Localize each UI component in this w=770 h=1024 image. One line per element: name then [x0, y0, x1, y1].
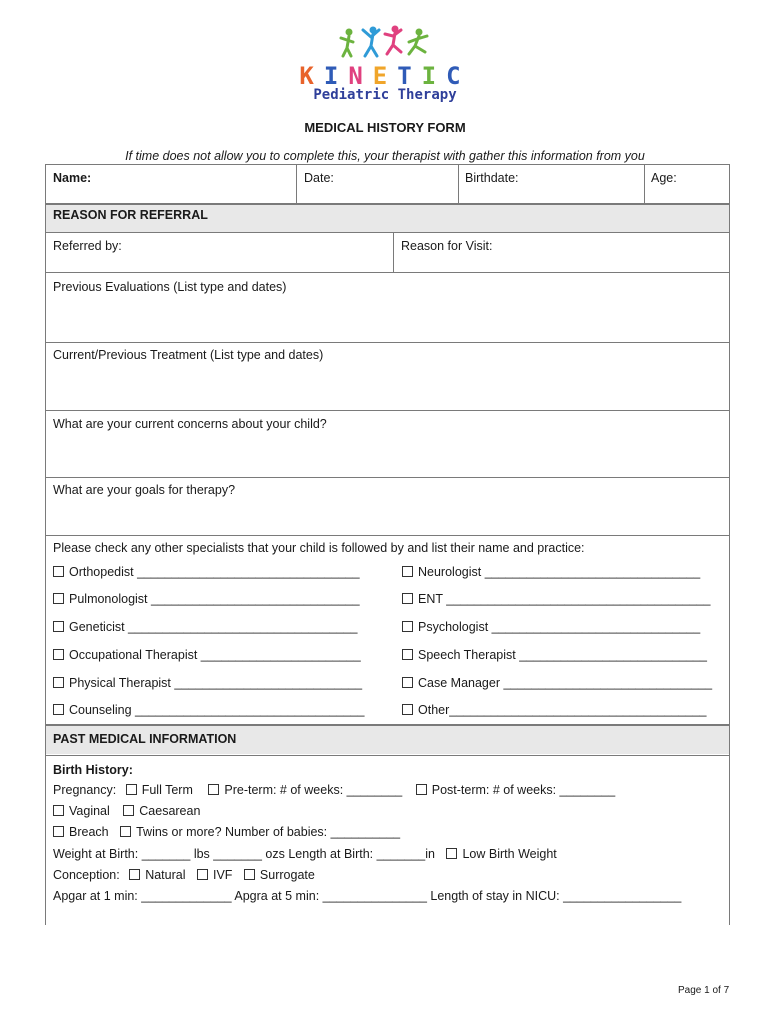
- apgar-row[interactable]: Apgar at 1 min: _____________ Apgra at 5 min: _______________ Length of stay in NICU: _________________: [53, 889, 682, 903]
- surrogate-option[interactable]: Surrogate: [244, 868, 315, 882]
- page-title: MEDICAL HISTORY FORM: [304, 120, 466, 135]
- logo-letter: T: [397, 62, 422, 90]
- divider: [45, 410, 730, 411]
- specialists-prompt: Please check any other specialists that your child is followed by and list their name and practice:: [53, 541, 585, 555]
- age-label[interactable]: Age:: [651, 171, 677, 185]
- conception-label: Conception:: [53, 868, 120, 882]
- past-heading: PAST MEDICAL INFORMATION: [53, 732, 237, 746]
- twins-option[interactable]: Twins or more? Number of babies: __________: [120, 825, 400, 839]
- logo-letter: E: [372, 62, 398, 90]
- natural-option[interactable]: Natural: [129, 868, 185, 882]
- breach-row: [53, 825, 400, 839]
- checkbox[interactable]: [402, 593, 413, 604]
- birthdate-label[interactable]: Birthdate:: [465, 171, 519, 185]
- checkbox[interactable]: [53, 621, 64, 632]
- checkbox[interactable]: [244, 869, 255, 880]
- specialist-item[interactable]: Geneticist _________________________________: [53, 620, 357, 634]
- name-label[interactable]: Name:: [53, 171, 92, 185]
- checkbox[interactable]: [53, 593, 64, 604]
- checkbox[interactable]: [402, 704, 413, 715]
- treatment-label[interactable]: Current/Previous Treatment (List type and dates): [53, 348, 324, 362]
- divider: [45, 755, 730, 756]
- specialist-item[interactable]: Speech Therapist ___________________________: [402, 648, 707, 662]
- checkbox[interactable]: [53, 805, 64, 816]
- checkbox[interactable]: [446, 848, 457, 859]
- logo-letter: C: [446, 62, 471, 90]
- divider: [45, 725, 730, 726]
- logo-letter: I: [323, 62, 349, 90]
- specialist-item[interactable]: ENT ______________________________________: [402, 592, 710, 606]
- divider: [296, 164, 297, 204]
- header-row: [45, 164, 730, 204]
- divider: [729, 725, 730, 925]
- logo-letter: I: [421, 62, 447, 90]
- specialist-item[interactable]: Other_____________________________________: [402, 703, 706, 717]
- logo-word: [0, 62, 770, 90]
- logo-subtitle: Pediatric Therapy: [313, 87, 457, 103]
- specialist-item[interactable]: Orthopedist ________________________________: [53, 565, 360, 579]
- checkbox[interactable]: [402, 566, 413, 577]
- logo-letter: N: [348, 62, 373, 90]
- ivf-option[interactable]: IVF: [197, 868, 232, 882]
- weight-fields[interactable]: Weight at Birth: _______ lbs _______ ozs Length at Birth: _______in: [53, 847, 435, 861]
- divider: [45, 535, 730, 536]
- checkbox[interactable]: [53, 566, 64, 577]
- checkbox[interactable]: [53, 704, 64, 715]
- kids-figures-icon: [335, 24, 435, 62]
- divider: [45, 232, 730, 233]
- divider: [45, 477, 730, 478]
- low-birth-weight-option[interactable]: Low Birth Weight: [446, 847, 556, 861]
- divider: [393, 232, 394, 272]
- specialist-item[interactable]: Pulmonologist ______________________________: [53, 592, 360, 606]
- checkbox[interactable]: [123, 805, 134, 816]
- post-term-option[interactable]: Post-term: # of weeks: ________: [416, 783, 615, 797]
- checkbox[interactable]: [53, 677, 64, 688]
- caesarean-option[interactable]: Caesarean: [123, 804, 200, 818]
- prev-eval-label[interactable]: Previous Evaluations (List type and dates): [53, 280, 287, 294]
- weight-row: [53, 847, 557, 861]
- checkbox[interactable]: [53, 826, 64, 837]
- breach-option[interactable]: Breach: [53, 825, 109, 839]
- date-label[interactable]: Date:: [304, 171, 334, 185]
- checkbox[interactable]: [402, 621, 413, 632]
- form-subtitle: If time does not allow you to complete this, your therapist with gather this information from you: [125, 149, 645, 163]
- checkbox[interactable]: [416, 784, 427, 795]
- divider: [45, 725, 46, 925]
- specialist-item[interactable]: Occupational Therapist _______________________: [53, 648, 361, 662]
- logo-letter: K: [299, 62, 324, 90]
- delivery-row: [53, 804, 200, 818]
- specialist-item[interactable]: Psychologist ______________________________: [402, 620, 700, 634]
- checkbox[interactable]: [197, 869, 208, 880]
- conception-row: [53, 868, 315, 882]
- divider: [458, 164, 459, 204]
- checkbox[interactable]: [120, 826, 131, 837]
- pre-term-option[interactable]: Pre-term: # of weeks: ________: [208, 783, 402, 797]
- checkbox[interactable]: [208, 784, 219, 795]
- checkbox[interactable]: [53, 649, 64, 660]
- logo-figures: [0, 24, 770, 67]
- pregnancy-label: Pregnancy:: [53, 783, 117, 797]
- specialist-item[interactable]: Counseling _________________________________: [53, 703, 364, 717]
- divider: [45, 342, 730, 343]
- divider: [45, 272, 730, 273]
- specialist-item[interactable]: Neurologist _______________________________: [402, 565, 700, 579]
- divider: [644, 164, 645, 204]
- vaginal-option[interactable]: Vaginal: [53, 804, 110, 818]
- pregnancy-row: [53, 783, 615, 797]
- specialist-item[interactable]: Case Manager ______________________________: [402, 676, 712, 690]
- checkbox[interactable]: [126, 784, 137, 795]
- birth-history-label: Birth History:: [53, 763, 133, 777]
- checkbox[interactable]: [129, 869, 140, 880]
- checkbox[interactable]: [402, 649, 413, 660]
- full-term-option[interactable]: Full Term: [126, 783, 193, 797]
- goals-label[interactable]: What are your goals for therapy?: [53, 483, 236, 497]
- referral-heading: REASON FOR REFERRAL: [53, 208, 208, 222]
- reason-visit-label[interactable]: Reason for Visit:: [401, 239, 493, 253]
- checkbox[interactable]: [402, 677, 413, 688]
- concerns-label[interactable]: What are your current concerns about your child?: [53, 417, 327, 431]
- referred-by-label[interactable]: Referred by:: [53, 239, 122, 253]
- specialist-item[interactable]: Physical Therapist ___________________________: [53, 676, 362, 690]
- page-number: Page 1 of 7: [678, 985, 730, 996]
